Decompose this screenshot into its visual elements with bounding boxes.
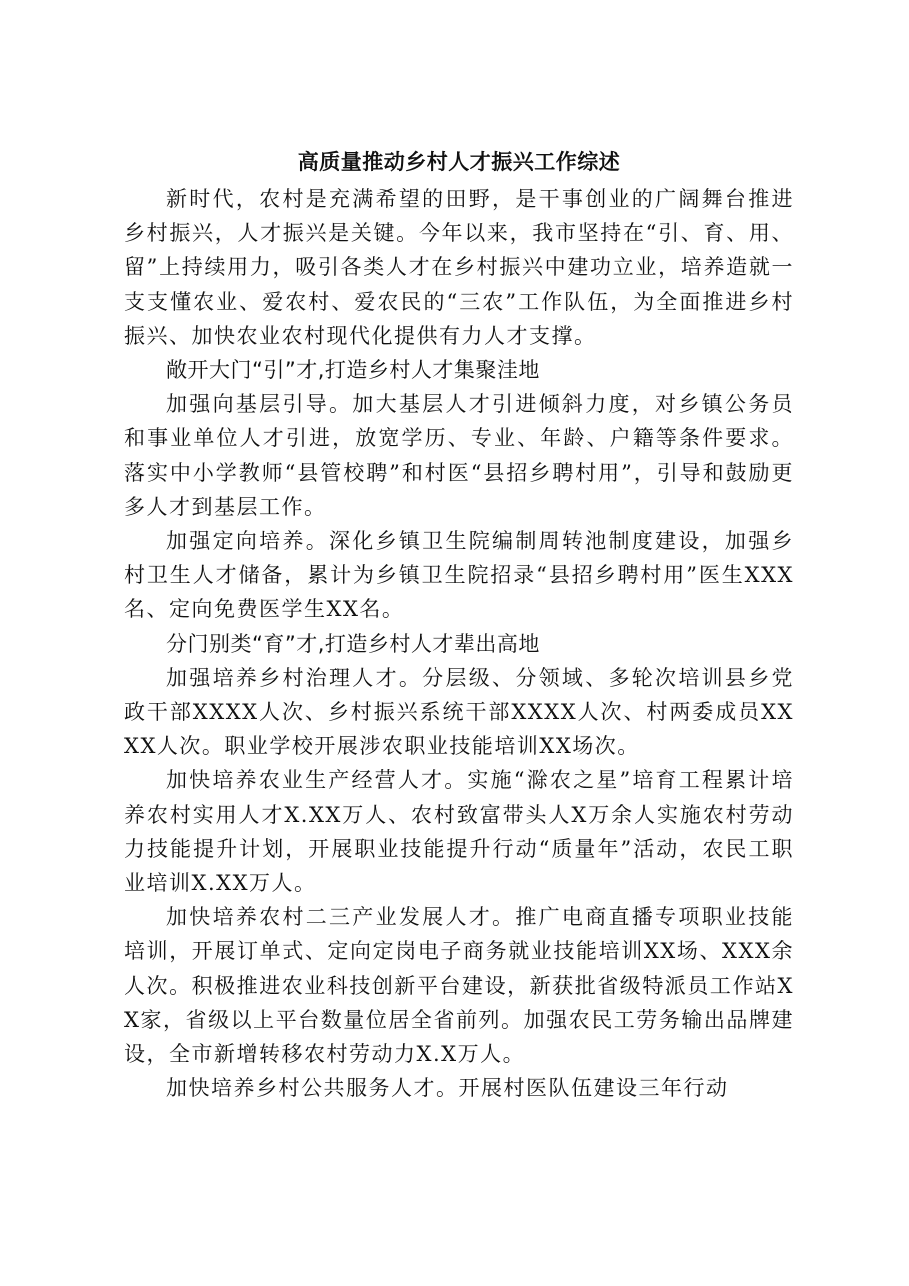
document-title: 高质量推动乡村人才振兴工作综述 (297, 149, 621, 174)
paragraph-production-talent: 加快培养农业生产经营人才。实施“滁农之星”培育工程累计培养农村实用人才X.XX万人、农村致富带头人X万余人实施农村劳动力技能提升计划，开展职业技能提升行动“质量年”活动，农民工职业培训X.XX万人。 (124, 768, 794, 896)
paragraph-directed-training: 加强定向培养。深化乡镇卫生院编制周转池制度建设，加强乡村卫生人才储备，累计为乡镇卫生院招录“县招乡聘村用”医生XXX名、定向免费医学生XX名。 (124, 529, 794, 622)
section-heading-attract: 敞开大门“引”才,打造乡村人才集聚洼地 (166, 358, 540, 383)
section-heading-cultivate: 分门别类“育”才,打造乡村人才辈出高地 (166, 631, 540, 656)
paragraph-industry-talent: 加快培养农村二三产业发展人才。推广电商直播专项职业技能培训，开展订单式、定向定岗电子商务就业技能培训XX场、XXX余人次。积极推进农业科技创新平台建设，新获批省级特派员工作站XX家，省级以上平台数量位居全省前列。加强农民工劳务输出品牌建设，全市新增转移农村劳动力X.X万人。 (124, 905, 794, 1067)
paragraph-public-service-talent: 加快培养乡村公共服务人才。开展村医队伍建设三年行动 (166, 1076, 729, 1101)
document-body (124, 142, 794, 1105)
paragraph-grassroots-guidance: 加强向基层引导。加大基层人才引进倾斜力度，对乡镇公务员和事业单位人才引进，放宽学历、专业、年龄、户籍等条件要求。落实中小学教师“县管校聘”和村医“县招乡聘村用”，引导和鼓励更多人才到基层工作。 (124, 392, 794, 519)
paragraph-governance-talent: 加强培养乡村治理人才。分层级、分领域、多轮次培训县乡党政干部XXXX人次、乡村振兴系统干部XXXX人次、村两委成员XXXX人次。职业学校开展涉农职业技能培训XX场次。 (124, 665, 794, 759)
paragraph-intro: 新时代，农村是充满希望的田野，是干事创业的广阔舞台推进乡村振兴，人才振兴是关键。今年以来，我市坚持在“引、育、用、留”上持续用力，吸引各类人才在乡村振兴中建功立业，培养造就一支支懂农业、爱农村、爱农民的“三农”工作队伍，为全面推进乡村振兴、加快农业农村现代化提供有力人才支撑。 (124, 187, 794, 348)
